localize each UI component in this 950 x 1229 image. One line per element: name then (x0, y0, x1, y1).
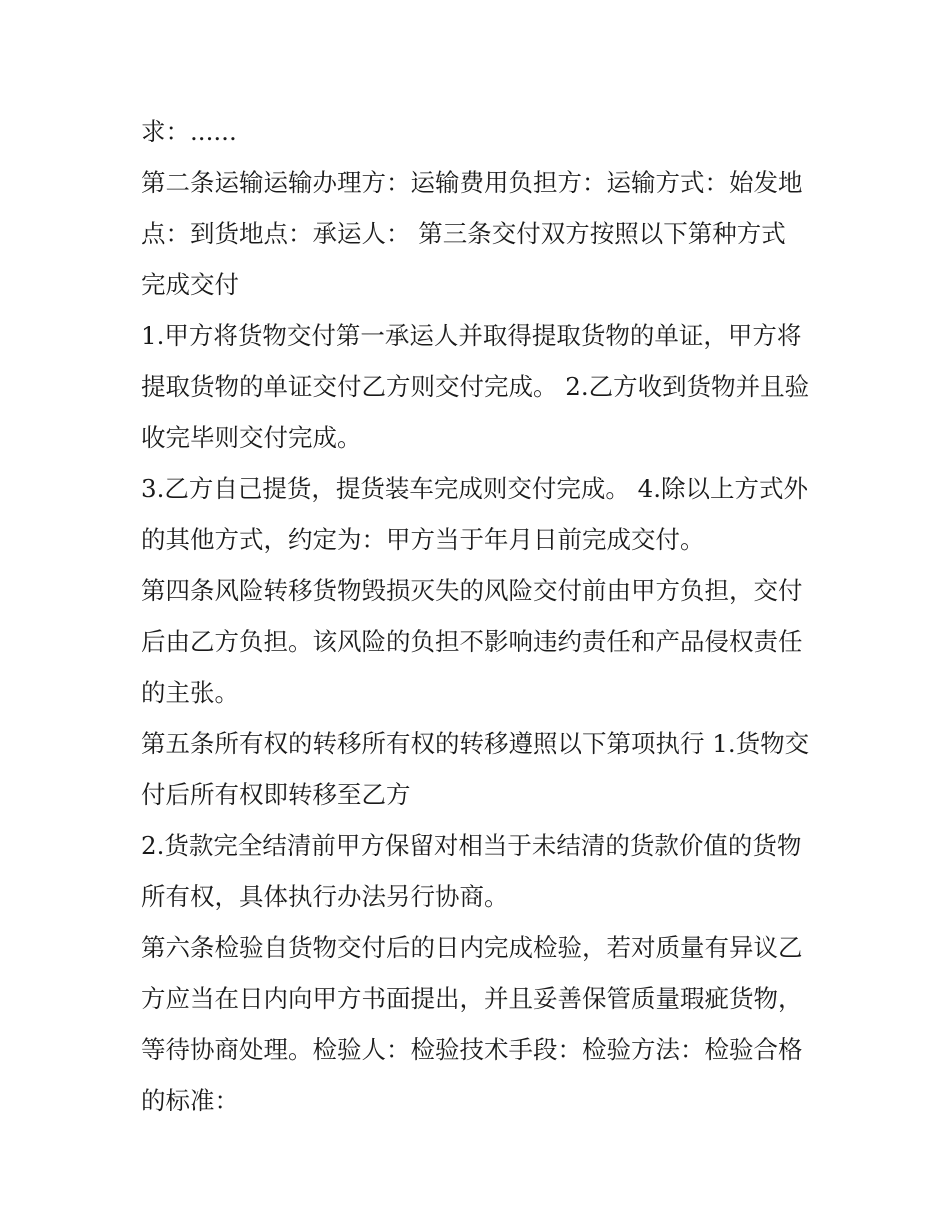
text-line: 第二条运输运输办理方：运输费用负担方：运输方式：始发地 (141, 168, 803, 197)
text-line: 完成交付 (141, 270, 239, 299)
paragraph-article-5 (141, 718, 821, 820)
text-line: 付后所有权即转移至乙方 (141, 780, 411, 809)
text-line: 第六条检验自货物交付后的日内完成检验，若对质量有异议乙 (141, 933, 803, 962)
text-line: 第四条风险转移货物毁损灭失的风险交付前由甲方负担，交付 (141, 576, 803, 605)
text-line: 第五条所有权的转移所有权的转移遵照以下第项执行 1.货物交 (141, 729, 810, 758)
text-line: 后由乙方负担。该风险的负担不影响违约责任和产品侵权责任 (141, 627, 803, 656)
paragraph-article-2 (141, 157, 821, 310)
text-line: 的主张。 (141, 678, 239, 707)
text-line: 3.乙方自己提货，提货装车完成则交付完成。 4.除以上方式外 (141, 474, 809, 503)
paragraph-continuation (141, 106, 821, 157)
text-line: 等待协商处理。检验人：检验技术手段：检验方法：检验合格 (141, 1035, 803, 1064)
text-line: 的标准： (141, 1086, 239, 1115)
text-line: 2.货款完全结清前甲方保留对相当于未结清的货款价值的货物 (141, 831, 802, 860)
paragraph-delivery-1-2 (141, 310, 821, 463)
paragraph-ownership-2 (141, 820, 821, 922)
document-body (141, 106, 821, 1126)
text-line: 提取货物的单证交付乙方则交付完成。 2.乙方收到货物并且验 (141, 372, 810, 401)
paragraph-delivery-3-4 (141, 463, 821, 565)
text-line: 所有权，具体执行办法另行协商。 (141, 882, 509, 911)
paragraph-article-4 (141, 565, 821, 718)
text-line: 求：...... (141, 117, 237, 146)
paragraph-article-6 (141, 922, 821, 1126)
text-line: 点：到货地点：承运人： 第三条交付双方按照以下第种方式 (141, 219, 786, 248)
text-line: 的其他方式，约定为：甲方当于年月日前完成交付。 (141, 525, 705, 554)
text-line: 收完毕则交付完成。 (141, 423, 362, 452)
text-line: 方应当在日内向甲方书面提出，并且妥善保管质量瑕疵货物， (141, 984, 803, 1013)
text-line: 1.甲方将货物交付第一承运人并取得提取货物的单证，甲方将 (141, 321, 802, 350)
